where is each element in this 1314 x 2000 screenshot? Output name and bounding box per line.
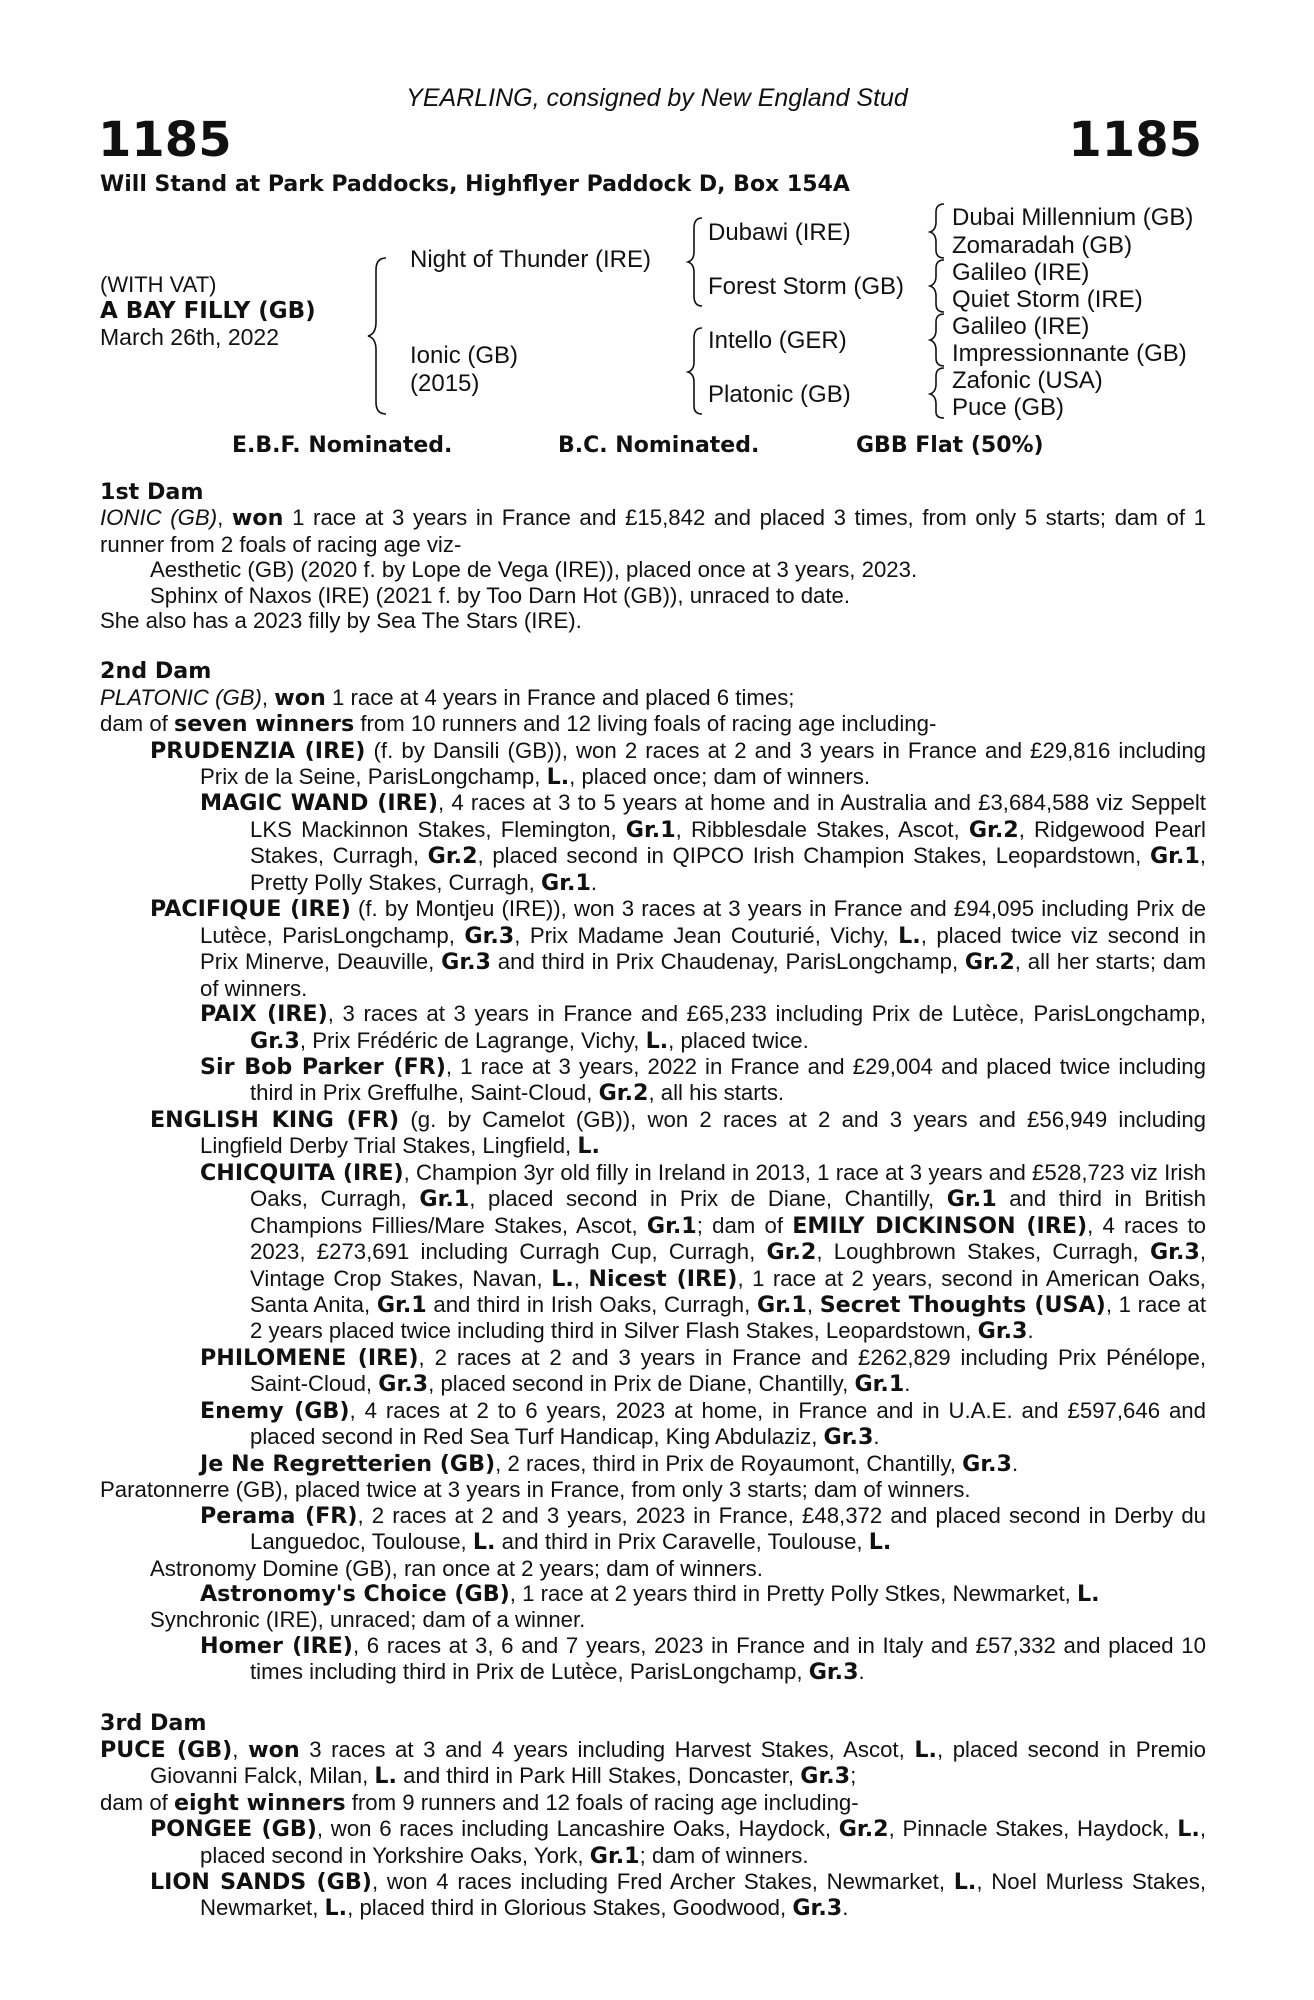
produce-entry: Synchronic (IRE), unraced; dam of a winner.: [150, 1607, 586, 1633]
pedigree-dam-dam: Platonic (GB): [708, 381, 851, 408]
lot-number-left: 1185: [98, 112, 232, 168]
catalogue-body: [100, 480, 1206, 1922]
produce-entry: PHILOMENE (IRE), 2 races at 2 and 3 years in France and £262,829 including Prix Pénélope, Saint-Cloud, Gr.3, placed second in Prix de Diane, Chantilly, Gr.1.: [200, 1344, 1206, 1398]
pedigree-gen3-7: Zafonic (USA): [952, 367, 1103, 394]
pedigree-gen3-5: Galileo (IRE): [952, 313, 1090, 340]
horse-name: A BAY FILLY (GB): [100, 298, 316, 324]
third-dam-entry: PUCE (GB), won 3 races at 3 and 4 years including Harvest Stakes, Ascot, L., placed second in Premio Giovanni Falck, Milan, L. and third in Park Hill Stakes, Doncaster, Gr.3;: [100, 1736, 1206, 1790]
pedigree-gen3-6: Impressionnante (GB): [952, 340, 1187, 367]
lot-number-right: 1185: [1068, 112, 1202, 168]
second-dam-summary: dam of seven winners from 10 runners and 12 living foals of racing age including-: [100, 711, 937, 738]
nomination-ebf: E.B.F. Nominated.: [232, 433, 453, 458]
produce-entry: Je Ne Regretterien (GB), 2 races, third in Prix de Royaumont, Chantilly, Gr.3.: [200, 1450, 1019, 1477]
produce-entry: Perama (FR), 2 races at 2 and 3 years, 2023 in France, £48,372 and placed second in Derby du Languedoc, Toulouse, L. and third in Prix Caravelle, Toulouse, L.: [200, 1502, 1206, 1556]
third-dam-summary: dam of eight winners from 9 runners and 12 foals of racing age including-: [100, 1789, 859, 1816]
produce-entry: Homer (IRE), 6 races at 3, 6 and 7 years, 2023 in France and in Italy and £57,332 and placed 10 times including third in Prix de Lutèce, ParisLongchamp, Gr.3.: [200, 1632, 1206, 1686]
pedigree-dam-sire: Intello (GER): [708, 327, 847, 354]
produce-entry: LION SANDS (GB), won 4 races including Fred Archer Stakes, Newmarket, L., Noel Murless Stakes, Newmarket, L., placed third in Glorious Stakes, Goodwood, Gr.3.: [150, 1868, 1207, 1922]
nomination-gbb: GBB Flat (50%): [856, 433, 1044, 458]
produce-entry: Paratonnerre (GB), placed twice at 3 years in France, from only 3 starts; dam of winners.: [100, 1477, 971, 1503]
nomination-bc: B.C. Nominated.: [558, 433, 760, 458]
pedigree-gen3-1: Dubai Millennium (GB): [952, 204, 1194, 231]
produce-entry: MAGIC WAND (IRE), 4 races at 3 to 5 years at home and in Australia and £3,684,588 viz Seppelt LKS Mackinnon Stakes, Flemington, Gr.1, Ribblesdale Stakes, Ascot, Gr.2, Ridgewood Pearl Stakes, Curragh, Gr.2, placed second in QIPCO Irish Champion Stakes, Leopardstown, Gr.1, Pretty Polly Stakes, Curragh, Gr.1.: [200, 790, 1206, 896]
pedigree-gen3-3: Galileo (IRE): [952, 259, 1090, 286]
produce-entry: Astronomy's Choice (GB), 1 race at 2 years third in Pretty Polly Stkes, Newmarket, L.: [200, 1581, 1100, 1608]
produce-entry: Sir Bob Parker (FR), 1 race at 3 years, 2022 in France and £29,004 and placed twice including third in Prix Greffulhe, Saint-Cloud, Gr.2, all his starts.: [200, 1053, 1206, 1107]
pedigree-gen3-2: Zomaradah (GB): [952, 232, 1133, 259]
produce-entry: PONGEE (GB), won 6 races including Lancashire Oaks, Haydock, Gr.2, Pinnacle Stakes, Haydock, L., placed second in Yorkshire Oaks, York, Gr.1; dam of winners.: [150, 1816, 1206, 1869]
produce-entry: PACIFIQUE (IRE) (f. by Montjeu (IRE)), won 3 races at 3 years in France and £94,095 including Prix de Lutèce, ParisLongchamp, Gr.3, Prix Madame Jean Couturié, Vichy, L., placed twice viz second in Prix Minerve, Deauville, Gr.3 and third in Prix Chaudenay, ParisLongchamp, Gr.2, all her starts; dam of winners.: [150, 896, 1206, 1001]
produce-entry: CHICQUITA (IRE), Champion 3yr old filly in Ireland in 2013, 1 race at 3 years and £528,723 viz Irish Oaks, Curragh, Gr.1, placed second in Prix de Diane, Chantilly, Gr.1 and third in British Champions Fillies/Mare Stakes, Ascot, Gr.1; dam of EMILY DICKINSON (IRE), 4 races to 2023, £273,691 including Curragh Cup, Curragh, Gr.2, Loughbrown Stakes, Curragh, Gr.3, Vintage Crop Stakes, Navan, L., Nicest (IRE), 1 race at 2 years, second in American Oaks, Santa Anita, Gr.1 and third in Irish Oaks, Curragh, Gr.1, Secret Thoughts (USA), 1 race at 2 years placed twice including third in Silver Flash Stakes, Leopardstown, Gr.3.: [200, 1159, 1206, 1345]
produce-entry: PRUDENZIA (IRE) (f. by Dansili (GB)), won 2 races at 2 and 3 years in France and £29,816 including Prix de la Seine, ParisLongchamp, L., placed once; dam of winners.: [150, 737, 1206, 790]
produce-entry: Enemy (GB), 4 races at 2 to 6 years, 2023 at home, in France and in U.A.E. and £597,646 and placed second in Red Sea Turf Handicap, King Abdulaziz, Gr.3.: [200, 1397, 1206, 1451]
produce-entry: Astronomy Domine (GB), ran once at 2 years; dam of winners.: [150, 1555, 763, 1581]
stand-location: Will Stand at Park Paddocks, Highflyer Paddock D, Box 154A: [100, 172, 850, 197]
first-dam-note: She also has a 2023 filly by Sea The Stars (IRE).: [100, 608, 582, 634]
second-dam-entry: PLATONIC (GB), won 1 race at 4 years in France and placed 6 times;: [100, 684, 795, 711]
first-dam-entry: IONIC (GB), won 1 race at 3 years in France and £15,842 and placed 3 times, from only 5 starts; dam of 1 runner from 2 foals of racing age viz-: [100, 505, 1206, 557]
pedigree-dam: Ionic (GB): [410, 342, 519, 369]
pedigree-sire-dam: Forest Storm (GB): [708, 273, 905, 300]
vat-note: (WITH VAT): [100, 272, 217, 297]
first-dam-foal: Sphinx of Naxos (IRE) (2021 f. by Too Darn Hot (GB)), unraced to date.: [150, 582, 851, 608]
pedigree-dam-year: (2015): [410, 370, 480, 397]
consignor-line: YEARLING, consigned by New England Stud: [406, 84, 908, 112]
second-dam-heading: 2nd Dam: [100, 658, 212, 685]
produce-entry: PAIX (IRE), 3 races at 3 years in France and £65,233 including Prix de Lutèce, ParisLongchamp, Gr.3, Prix Frédéric de Lagrange, Vichy, L., placed twice.: [200, 1001, 1206, 1054]
first-dam-heading: 1st Dam: [100, 479, 204, 505]
produce-entry: ENGLISH KING (FR) (g. by Camelot (GB)), won 2 races at 2 and 3 years and £56,949 including Lingfield Derby Trial Stakes, Lingfield, L.: [150, 1106, 1206, 1160]
third-dam-heading: 3rd Dam: [100, 1710, 207, 1737]
pedigree-sire-sire: Dubawi (IRE): [708, 219, 851, 246]
pedigree-gen3-8: Puce (GB): [952, 394, 1065, 421]
pedigree-sire: Night of Thunder (IRE): [410, 246, 651, 273]
first-dam-foal: Aesthetic (GB) (2020 f. by Lope de Vega (IRE)), placed once at 3 years, 2023.: [150, 557, 918, 583]
foaling-date: March 26th, 2022: [100, 324, 280, 350]
pedigree-gen3-4: Quiet Storm (IRE): [952, 286, 1143, 313]
